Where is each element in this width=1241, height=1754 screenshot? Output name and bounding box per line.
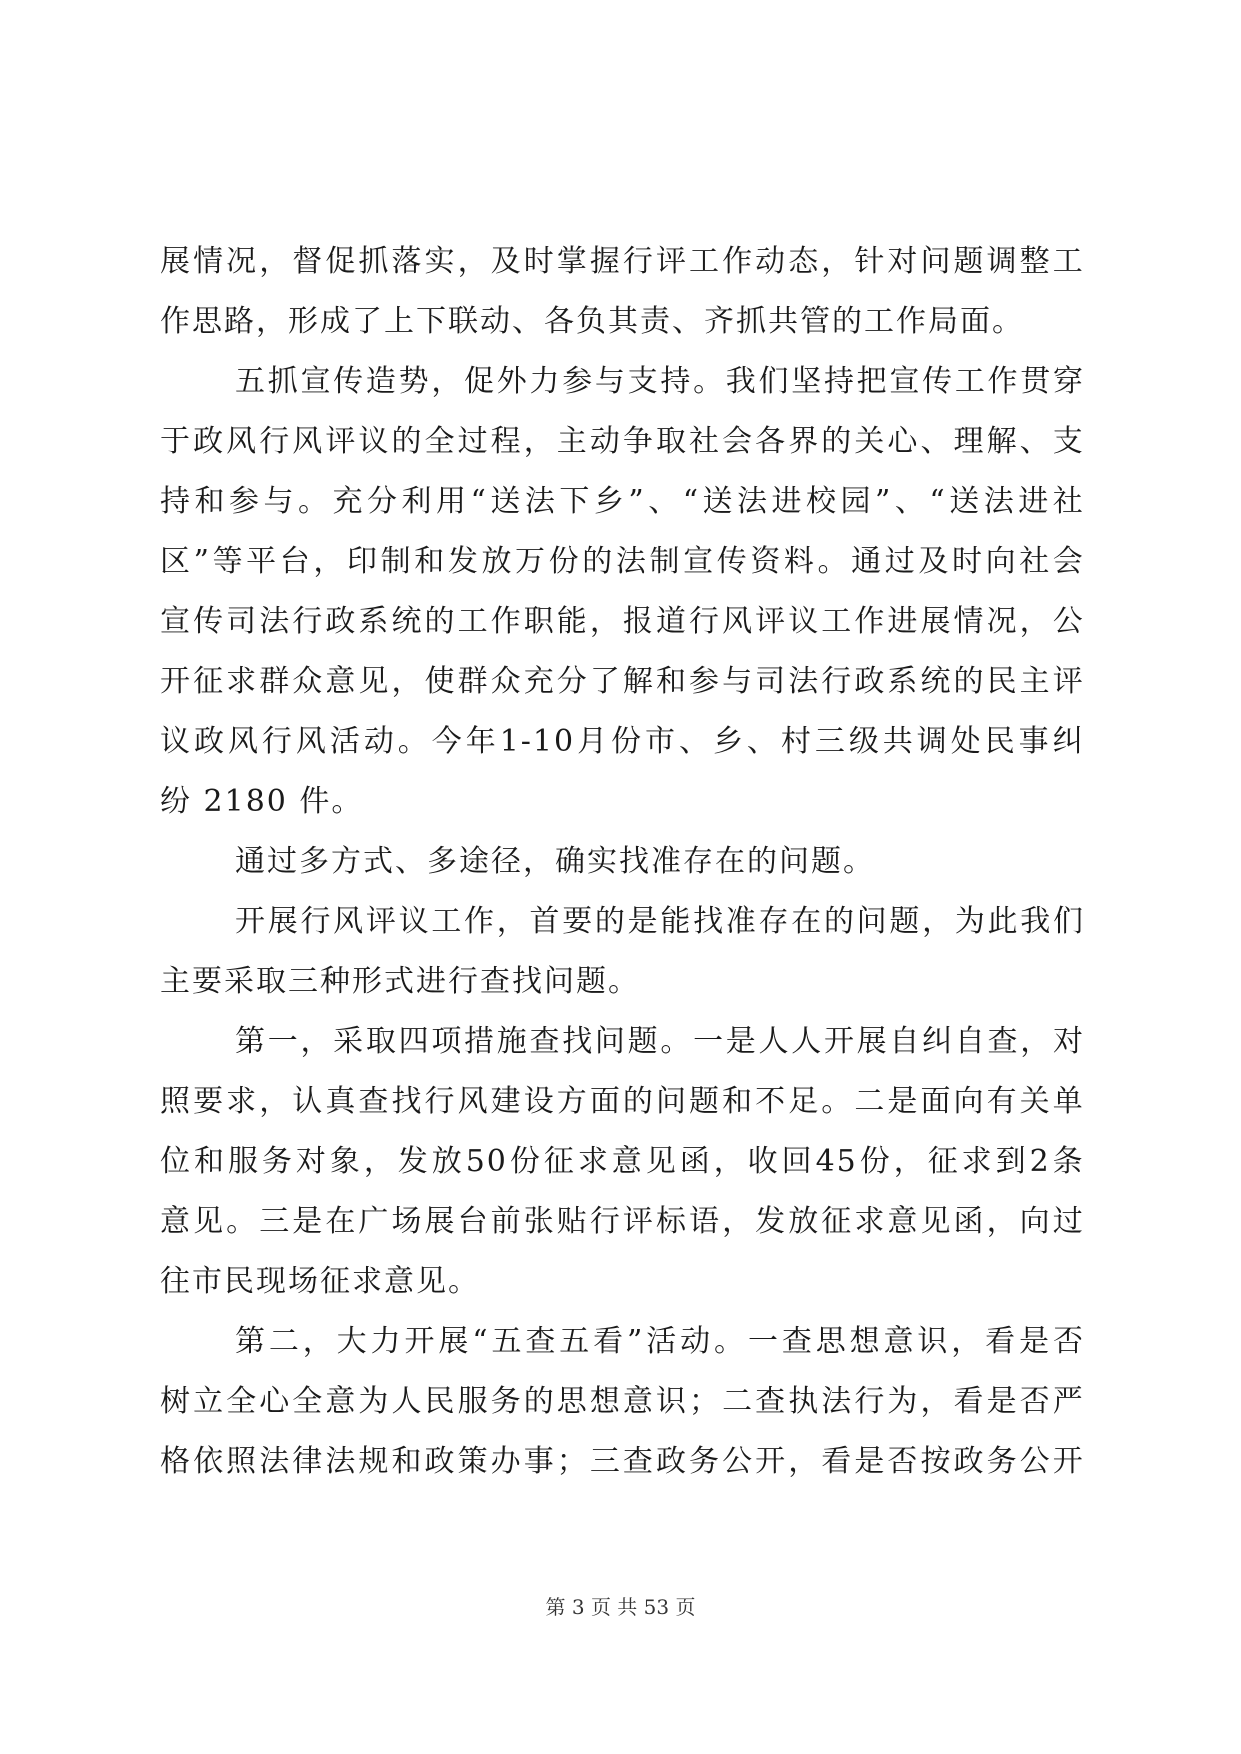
- text-line: 照 要 求 ， 认 真 查 找 行 风 建 设 方 面 的 问 题 和 不 足 。 二 是 面 向 有 关 单: [160, 1084, 1085, 1119]
- text-line: 树 立 全 心 全 意 为 人 民 服 务 的 思 想 意 识 ； 二 查 执 法 行 为 ， 看 是 否 严: [160, 1384, 1085, 1419]
- text-line: 于 政 风 行 风 评 议 的 全 过 程 ， 主 动 争 取 社 会 各 界 的 关 心 、 理 解 、 支: [160, 424, 1085, 459]
- text-line: 意 见 。 三 是 在 广 场 展 台 前 张 贴 行 评 标 语 ， 发 放 征 求 意 见 函 ， 向 过: [160, 1204, 1085, 1239]
- text-line: 第 二 ， 大 力 开 展 “ 五 查 五 看 ” 活 动 。 一 查 思 想 意 识 ， 看 是 否: [235, 1324, 1085, 1359]
- paragraph: [160, 1012, 1085, 1312]
- page-footer: 第 3 页 共 53 页: [545, 1595, 696, 1619]
- text-line: 往市民现场征求意见。: [160, 1264, 480, 1299]
- text-line: 第 一 ， 采 取 四 项 措 施 查 找 问 题 。 一 是 人 人 开 展 自 纠 自 查 ， 对: [235, 1024, 1085, 1059]
- paragraph: [160, 832, 1085, 892]
- document-body: [160, 232, 1085, 1492]
- text-line: 议 政 风 行 风 活 动 。 今 年 1-10 月 份 市 、 乡 、 村 三 级 共 调 处 民 事 纠: [160, 724, 1085, 759]
- text-line: 持 和 参 与 。 充 分 利 用 “ 送 法 下 乡 ” 、 “ 送 法 进 校 园 ” 、 “ 送 法 进 社: [160, 484, 1085, 519]
- paragraph: [160, 1312, 1085, 1492]
- text-line: 格 依 照 法 律 法 规 和 政 策 办 事 ； 三 查 政 务 公 开 ， 看 是 否 按 政 务 公 开: [160, 1444, 1085, 1479]
- text-line: 宣 传 司 法 行 政 系 统 的 工 作 职 能 ， 报 道 行 风 评 议 工 作 进 展 情 况 ， 公: [160, 604, 1085, 639]
- text-line: 位 和 服 务 对 象 ， 发 放 50 份 征 求 意 见 函 ， 收 回 45 份 ， 征 求 到 2 条: [160, 1144, 1085, 1179]
- paragraph: [160, 352, 1085, 832]
- text-line: 开 征 求 群 众 意 见 ， 使 群 众 充 分 了 解 和 参 与 司 法 行 政 系 统 的 民 主 评: [160, 664, 1085, 699]
- paragraph: [160, 892, 1085, 1012]
- text-line: 区 ” 等 平 台 ， 印 制 和 发 放 万 份 的 法 制 宣 传 资 料 。 通 过 及 时 向 社 会: [160, 544, 1085, 579]
- text-line: 作思路，形成了上下联动、各负其责、齐抓共管的工作局面。: [160, 304, 1024, 339]
- text-line: 五 抓 宣 传 造 势 ， 促 外 力 参 与 支 持 。 我 们 坚 持 把 宣 传 工 作 贯 穿: [235, 364, 1085, 399]
- text-line: 通过多方式、多途径，确实找准存在的问题。: [235, 844, 875, 879]
- text-line: 展 情 况 ， 督 促 抓 落 实 ， 及 时 掌 握 行 评 工 作 动 态 ， 针 对 问 题 调 整 工: [160, 244, 1085, 279]
- text-line: 纷 2180 件。: [160, 784, 364, 819]
- paragraph: [160, 232, 1085, 352]
- text-line: 开 展 行 风 评 议 工 作 ， 首 要 的 是 能 找 准 存 在 的 问 题 ， 为 此 我 们: [235, 904, 1085, 939]
- text-line: 主要采取三种形式进行查找问题。: [160, 964, 640, 999]
